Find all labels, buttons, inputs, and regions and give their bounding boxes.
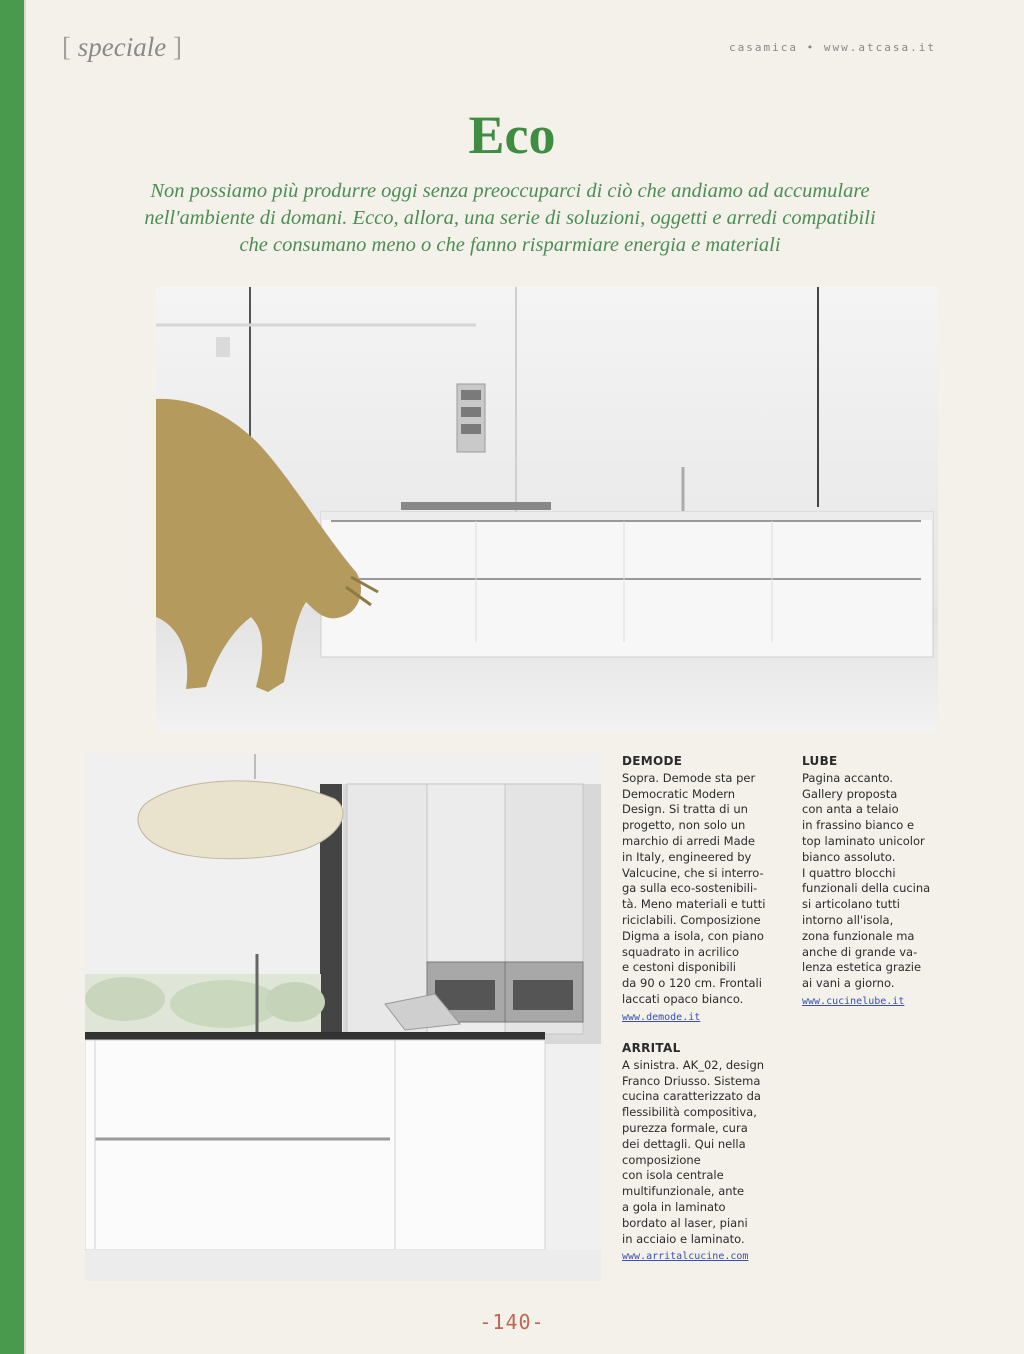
article-line: progetto, non solo un <box>622 818 746 833</box>
article-line: lenza estetica grazie <box>802 960 922 975</box>
intro-line: nell'ambiente di domani. Ecco, allora, una serie di soluzioni, oggetti e arredi compatibili <box>144 207 876 229</box>
link-arrital[interactable]: www.arritalcucine.com <box>622 1251 749 1263</box>
article-line: dei dettagli. Qui nella <box>622 1136 746 1151</box>
article-heading-demode: DEMODE <box>622 754 683 768</box>
article-line: riciclabili. Composizione <box>622 912 761 927</box>
article-line: tà. Meno materiali e tutti <box>622 897 766 912</box>
article-line: a gola in laminato <box>622 1199 726 1214</box>
page-title: Eco <box>468 105 556 165</box>
article-line: e cestoni disponibili <box>622 960 736 975</box>
side-bar-edge <box>24 0 26 1354</box>
link-demode[interactable]: www.demode.it <box>622 1011 701 1023</box>
article-line: si articolano tutti <box>802 897 900 912</box>
article-arrital <box>622 1041 792 1265</box>
article-line: con anta a telaio <box>802 802 899 817</box>
article-line: I quattro blocchi <box>802 865 896 880</box>
article-line: zona funzionale ma <box>802 928 915 943</box>
side-color-bar <box>0 0 24 1354</box>
article-line: Franco Driusso. Sistema <box>622 1073 761 1088</box>
section-tag <box>62 32 182 63</box>
article-line: multifunzionale, ante <box>622 1184 745 1199</box>
article-line: cucina caratterizzato da <box>622 1089 761 1104</box>
article-heading-arrital: ARRITAL <box>622 1041 681 1055</box>
kitchen-photo-arrital <box>85 754 601 1281</box>
article-line: marchio di arredi Made <box>622 833 755 848</box>
article-line: bordato al laser, piani <box>622 1215 748 1230</box>
article-line: in Italy, engineered by <box>622 849 752 864</box>
link-lube[interactable]: www.cucinelube.it <box>802 995 905 1007</box>
intro-line: che consumano meno o che fanno risparmiare energia e materiali <box>239 234 781 256</box>
article-line: ga sulla eco-sostenibili- <box>622 881 758 896</box>
intro-line: Non possiamo più produrre oggi senza preoccuparci di ciò che andiamo ad accumulare <box>150 180 870 202</box>
section-label: speciale <box>77 32 167 62</box>
article-line: in acciaio e laminato. <box>622 1231 745 1246</box>
section-bracket-close: ] <box>172 32 182 62</box>
article-line: squadrato in acrilico <box>622 944 740 959</box>
section-bracket-open: [ <box>62 32 71 62</box>
article-line: A sinistra. AK_02, design <box>622 1057 765 1072</box>
article-line: Sopra. Demode sta per <box>622 770 756 785</box>
article-demode <box>622 754 792 1026</box>
article-heading-lube: LUBE <box>802 754 838 768</box>
intro-text <box>120 178 900 259</box>
article-line: flessibilità compositiva, <box>622 1105 757 1120</box>
article-line: anche di grande va- <box>802 944 918 959</box>
article-line: Digma a isola, con piano <box>622 928 764 943</box>
kitchen-photo-demode <box>156 287 938 732</box>
article-line: funzionali della cucina <box>802 881 931 896</box>
page-number: -140- <box>479 1310 545 1334</box>
article-line: Gallery proposta <box>802 786 898 801</box>
site-url-header: casamica • www.atcasa.it <box>729 41 936 54</box>
article-line: da 90 o 120 cm. Frontali <box>622 976 762 991</box>
article-line: top laminato unicolor <box>802 833 925 848</box>
article-line: con isola centrale <box>622 1168 724 1183</box>
article-line: Democratic Modern <box>622 786 736 801</box>
article-line: laccati opaco bianco. <box>622 991 744 1006</box>
article-line: in frassino bianco e <box>802 818 915 833</box>
article-lube <box>802 754 952 1010</box>
article-line: Valcucine, che si interro- <box>622 865 764 880</box>
article-line: composizione <box>622 1152 701 1167</box>
article-line: Design. Si tratta di un <box>622 802 748 817</box>
article-line: purezza formale, cura <box>622 1120 748 1135</box>
article-line: ai vani a giorno. <box>802 976 895 991</box>
article-line: bianco assoluto. <box>802 849 896 864</box>
article-line: Pagina accanto. <box>802 770 893 785</box>
article-line: intorno all'isola, <box>802 912 894 927</box>
